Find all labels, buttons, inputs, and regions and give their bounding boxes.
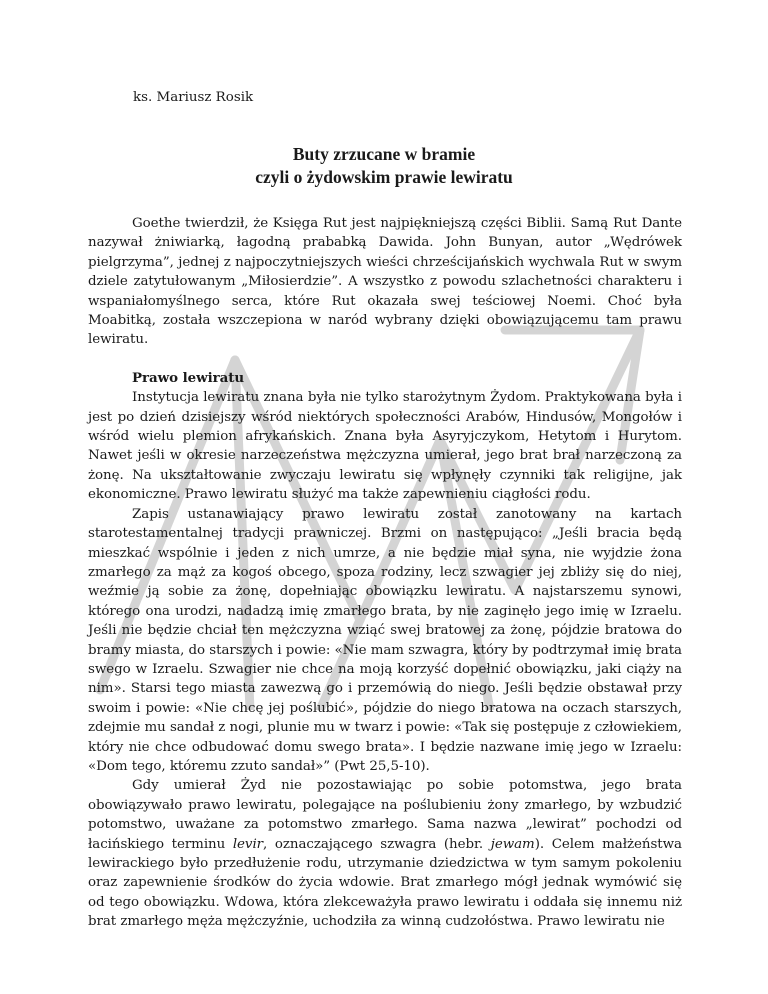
section-paragraph-1: Instytucja lewiratu znana była nie tylko starożytnym Żydom. Praktykowana była i jest po dzień dzisiejszy wśród niektórych społeczności Arabów, Hindusów, Mongołów i wśród wielu plemion afrykańskich. Znana była Asyryjczykom, Hetytom i Hurytom. Nawet jeśli w okresie narzeczeństwa mężczyzna umierał, jego brat brał narzeczoną za żonę. Na ukształtowanie zwyczaju lewiratu się wpłynęły czynniki tak religijne, jak ekonomiczne. Prawo lewiratu służyć ma także zapewnieniu ciągłości rodu. [88, 390, 682, 503]
term-jewam: jewam [490, 836, 535, 852]
section-heading: Prawo lewiratu [132, 369, 245, 386]
section-paragraph-2: Zapis ustanawiający prawo lewiratu został zanotowany na kartach starotestamentalnej tradycji prawniczej. Brzmi on następująco: „Jeśli bracia będą mieszkać wspólnie i jeden z nich umrze, a nie będzie miał syna, nie wyjdzie żona zmarłego za mąż za kogoś obcego, spoza rodziny, lecz szwagier jej zbliży się do niej, weźmie ją sobie za żonę, dopełniając obowiązku lewiratu. A najstarszemu synowi, którego ona urodzi, nadadzą imię zmarłego brata, by nie zaginęło jego imię w Izraelu. Jeśli nie będzie chciał ten mężczyzna wziąć swej bratowej za żonę, pójdzie bratowa do bramy miasta, do starszych i powie: «Nie mam szwagra, który by podtrzymał imię brata swego w Izraelu. Szwagier nie chce na moją korzyść dopełnić obowiązku, jaki ciąży na nim». Starsi tego miasta zawezwą go i przemówią do niego. Jeśli będzie obstawał przy swoim i powie: «Nie chcę jej poślubić», pójdzie do niego bratowa na oczach starszych, zdejmie mu sandał z nogi, plunie mu w twarz i powie: «Tak się postępuje z człowiekiem, który nie chce odbudować domu swego brata». I będzie nazwane imię jego w Izraelu: «Dom tego, któremu zzuto sandał»” (Pwt 25,5-10). [88, 506, 682, 774]
title-line-1: Buty zrzucane w bramie [292, 144, 476, 164]
section-paragraph-3 [88, 776, 682, 931]
article-body [88, 214, 682, 932]
title-line-2: czyli o żydowskim prawie lewiratu [255, 167, 513, 187]
p3-text-b: , oznaczającego szwagra (hebr. [263, 836, 491, 852]
term-levir: levir [232, 836, 264, 852]
page-title [0, 143, 768, 189]
intro-paragraph: Goethe twierdził, że Księga Rut jest najpiękniejszą części Biblii. Samą Rut Dante nazywał żniwiarką, łagodną prababką Dawida. John Bunyan, autor „Wędrówek pielgrzyma”, jednej z najpoczytniejszych wieści chrześcijańskich wychwala Rut w swym dziele zatytułowanym „Miłosierdzie”. A wszystko z powodu szlachetności charakteru i wspaniałomyślnego serca, które Rut okazała swej teściowej Noemi. Choć była Moabitką, została wszczepiona w naród wybrany dzięki obowiązującemu tam prawu lewiratu. [88, 216, 682, 348]
author-line: ks. Mariusz Rosik [133, 90, 254, 105]
p3-text-c: ). Celem małżeństwa lewirackiego było przedłużenie rodu, utrzymanie dziedzictwa w tym samym pokoleniu oraz zapewnienie środków do życia wdowie. Brat zmarłego mógł jednak wymówić się od tego obowiązku. Wdowa, która zlekceważyła prawo lewiratu i oddała się innemu niż brat zmarłego męża mężczyźnie, uchodziła za winną cudzołóstwa. Prawo lewiratu nie [88, 836, 682, 930]
p3-text-a: Gdy umierał Żyd nie pozostawiając po sobie potomstwa, jego brata obowiązywało prawo lewiratu, polegające na poślubieniu żony zmarłego, by wzbudzić potomstwo, uważane za potomstwo zmarłego. Sama nazwa „lewirat” pochodzi od łacińskiego terminu [88, 778, 682, 852]
